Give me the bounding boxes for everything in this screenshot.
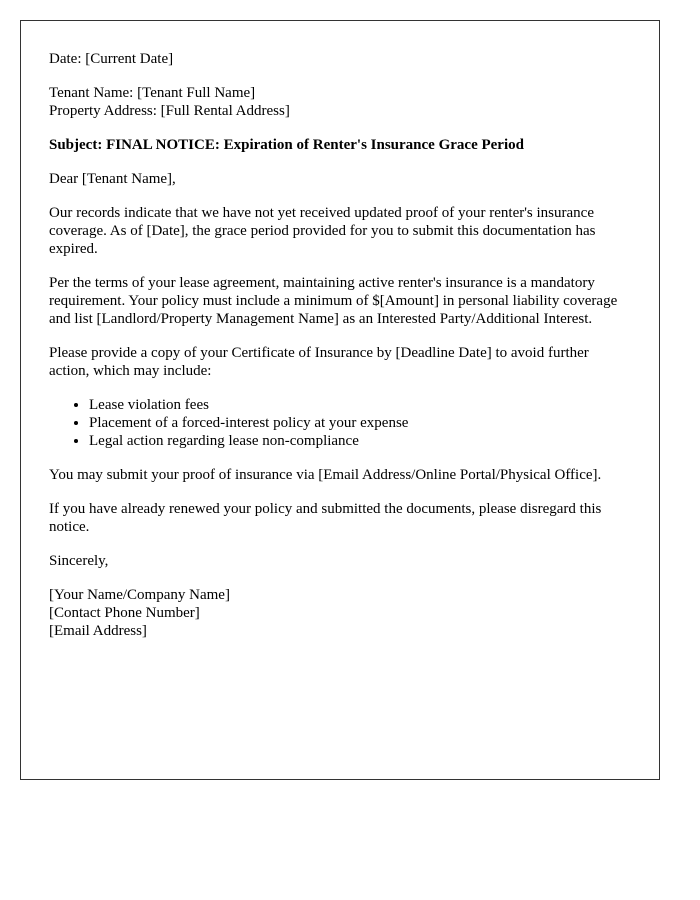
date-line: Date: [Current Date] bbox=[49, 51, 174, 67]
letter-document bbox=[20, 20, 660, 780]
signature-email: [Email Address] bbox=[49, 623, 147, 639]
paragraph-disregard: If you have already renewed your policy and submitted the documents, please disregard this notice. bbox=[49, 501, 602, 535]
subject-line: Subject: FINAL NOTICE: Expiration of Renter's Insurance Grace Period bbox=[49, 137, 524, 153]
list-item: • Lease violation fees bbox=[89, 396, 631, 414]
paragraph-submission-methods: You may submit your proof of insurance via [Email Address/Online Portal/Physical Office]. bbox=[49, 467, 602, 483]
signature-block bbox=[49, 586, 631, 640]
property-address-line: Property Address: [Full Rental Address] bbox=[49, 103, 290, 119]
paragraph-certificate-request: Please provide a copy of your Certificate of Insurance by [Deadline Date] to avoid further action, which may include: bbox=[49, 345, 589, 379]
list-item: • Placement of a forced-interest policy at your expense bbox=[89, 414, 631, 432]
list-item: • Legal action regarding lease non-compliance bbox=[89, 432, 631, 450]
closing: Sincerely, bbox=[49, 553, 109, 569]
salutation: Dear [Tenant Name], bbox=[49, 171, 176, 187]
tenant-name-line: Tenant Name: [Tenant Full Name] bbox=[49, 85, 256, 101]
consequences-list bbox=[49, 396, 631, 450]
paragraph-grace-period: Our records indicate that we have not yet received updated proof of your renter's insurance coverage. As of [Date], the grace period provided for you to submit this documentation has expired. bbox=[49, 205, 596, 257]
signature-name: [Your Name/Company Name] bbox=[49, 587, 230, 603]
paragraph-lease-terms: Per the terms of your lease agreement, maintaining active renter's insurance is a mandatory requirement. Your policy must include a minimum of $[Amount] in personal liability coverage and list [Landlord/Property Management Name] as an Interested Party/Additional Interest. bbox=[49, 275, 618, 327]
signature-phone: [Contact Phone Number] bbox=[49, 605, 200, 621]
recipient-block bbox=[49, 84, 631, 120]
